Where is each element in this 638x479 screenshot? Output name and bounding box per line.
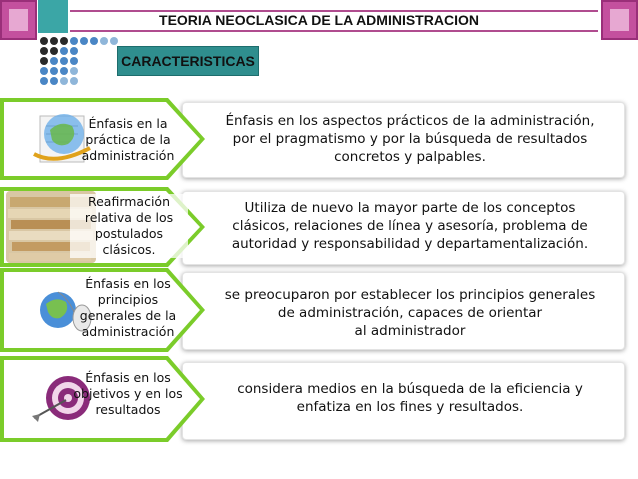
dot [100,37,108,45]
characteristic-row-2 [0,187,638,267]
description-line: enfatiza en los fines y resultados. [296,399,524,415]
description-line: considera medios en la búsqueda de la eficiencia y [237,381,583,397]
label-line: Énfasis en los [85,276,171,291]
characteristic-label [66,370,190,418]
characteristic-description [200,199,620,253]
dot [40,77,48,85]
dot [60,37,68,45]
dot [40,47,48,55]
characteristic-label [66,276,190,340]
dot [70,47,78,55]
label-line: relativa de los [84,210,174,225]
dot [50,57,58,65]
dot [40,57,48,65]
label-line: administración [81,148,175,163]
label-line: clásicos. [102,242,156,257]
section-subtitle: CARACTERISTICAS [117,46,259,76]
characteristic-description [200,380,620,416]
dot [60,47,68,55]
label-line: Énfasis en la [88,116,168,131]
label-line: administración [81,324,175,339]
dot [50,67,58,75]
dot [60,57,68,65]
characteristic-row-4 [0,356,638,442]
dot [110,37,118,45]
dot [50,77,58,85]
dot [70,67,78,75]
label-line: principios [97,292,159,307]
description-line: Énfasis en los aspectos prácticos de la administración, [225,113,595,129]
characteristic-row-1 [0,98,638,180]
description-line: al administrador [354,323,466,339]
dot [60,77,68,85]
dot [40,37,48,45]
characteristic-description [200,112,620,166]
label-line: Reafirmación [87,194,171,209]
characteristic-label [68,116,188,164]
dot [60,67,68,75]
label-line: postulados [94,226,164,241]
description-line: por el pragmatismo y por la búsqueda de resultados [232,131,588,147]
dot [40,67,48,75]
label-line: generales de la [79,308,177,323]
label-line: resultados [95,402,161,417]
dot [70,37,78,45]
dot [70,77,78,85]
dot [50,37,58,45]
dot [70,57,78,65]
description-line: de administración, capaces de orientar [277,305,543,321]
characteristic-label [70,194,188,258]
dot [80,37,88,45]
dot [50,47,58,55]
characteristic-description [200,286,620,340]
description-line: Utiliza de nuevo la mayor parte de los conceptos [244,200,576,216]
characteristic-row-3 [0,268,638,352]
description-line: autoridad y responsabilidad y departamentalización. [231,236,589,252]
label-line: práctica de la [85,132,171,147]
label-line: objetivos y en los [73,386,183,401]
description-line: concretos y palpables. [334,149,486,165]
description-line: clásicos, relaciones de línea y asesoría, problema de [232,218,588,234]
description-line: se preocuparon por establecer los principios generales [224,287,596,303]
page-title: TEORIA NEOCLASICA DE LA ADMINISTRACION [159,12,479,28]
dot [90,37,98,45]
label-line: Énfasis en los [85,370,171,385]
